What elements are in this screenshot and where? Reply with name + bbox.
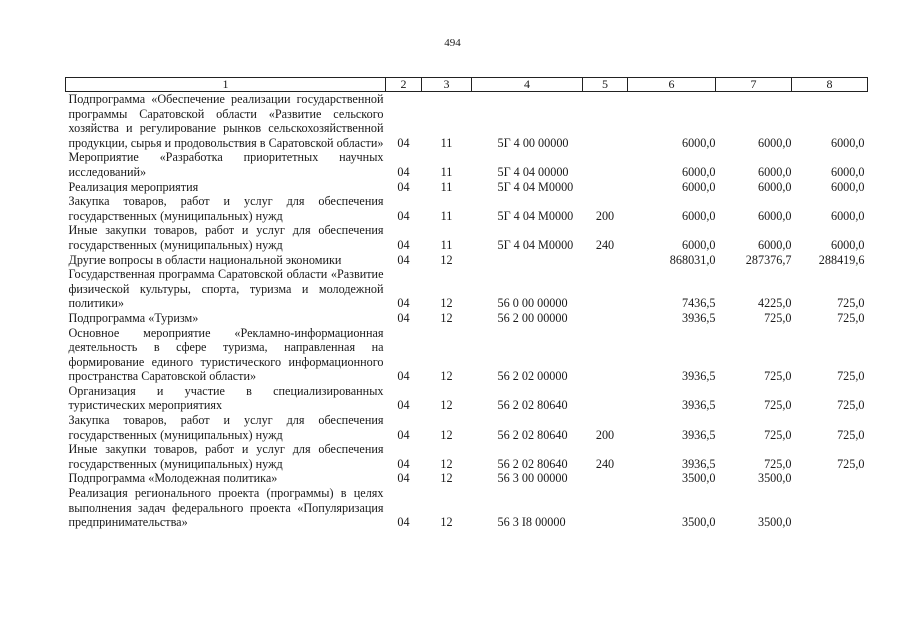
amount-col8: 6000,0 [830,164,865,179]
amount-col7: 6000,0 [757,208,792,223]
table-row [66,384,868,413]
row-name: Подпрограмма «Обеспечение реализации государственной программы Саратовской области «Развитие сельского хозяйства и регулирование рынков сельскохозяйственной продукции, сырья и продовольствия в Саратовской области» [68,92,384,150]
expense-type-code [583,92,628,151]
section-code: 04 [397,471,410,486]
amount-col8: 725,0 [837,398,865,413]
table-row [66,413,868,442]
row-name: Другие вопросы в области национальной экономики [68,252,342,267]
expense-type-code [583,267,628,311]
amount-col7: 725,0 [764,398,792,413]
amount-col6: 6000,0 [681,208,716,223]
section-code: 04 [397,515,410,530]
subsection-code: 11 [440,164,453,179]
table-body [66,92,868,530]
target-article-code: 5Г 4 04 00000 [497,164,569,179]
expense-type-code [583,311,628,326]
amount-col7: 725,0 [764,310,792,325]
section-code: 04 [397,296,410,311]
amount-col7: 725,0 [764,427,792,442]
row-name: Подпрограмма «Молодежная политика» [68,471,278,486]
amount-col6: 3936,5 [681,310,716,325]
table-row [66,486,868,530]
amount-col8 [792,486,868,530]
row-name: Основное мероприятие «Рекламно-информационная деятельность в сфере туризма, направленная на формирование единого туристического информационного пространства Саратовской области» [68,325,384,384]
expense-type-code [583,253,628,268]
amount-col6: 3936,5 [681,427,716,442]
section-code: 04 [397,427,410,442]
amount-col7: 287376,7 [745,252,792,267]
amount-col7: 725,0 [764,456,792,471]
header-row [66,78,868,92]
table-header [66,78,868,92]
subsection-code: 11 [440,237,453,252]
target-article-code [472,253,583,268]
section-code: 04 [397,398,410,413]
target-article-code: 5Г 4 04 М0000 [497,208,574,223]
target-article-code: 56 2 00 00000 [497,310,568,325]
row-name: Государственная программа Саратовской области «Развитие физической культуры, спорта, туризма и молодежной политики» [68,267,384,311]
section-code: 04 [397,164,410,179]
table-row [66,150,868,179]
table-row [66,180,868,195]
column-header-3: 3 [422,78,472,92]
amount-col6: 3500,0 [681,471,716,486]
subsection-code: 12 [440,515,453,530]
subsection-code: 12 [440,471,453,486]
column-header-1: 1 [66,78,386,92]
table-row [66,92,868,151]
table-row [66,194,868,223]
section-code: 04 [397,252,410,267]
target-article-code: 56 3 00 00000 [497,471,568,486]
amount-col7: 6000,0 [757,164,792,179]
amount-col7: 6000,0 [757,135,792,150]
target-article-code: 56 2 02 00000 [497,369,568,384]
target-article-code: 56 2 02 80640 [497,398,568,413]
target-article-code: 5Г 4 00 00000 [497,135,569,150]
amount-col6: 868031,0 [669,252,716,267]
amount-col7: 6000,0 [757,179,792,194]
expense-type-code: 240 [595,237,615,252]
subsection-code: 12 [440,310,453,325]
row-name: Реализация мероприятия [68,179,199,194]
subsection-code: 12 [440,427,453,442]
row-name: Организация и участие в специализированных туристических мероприятиях [68,383,384,413]
amount-col7: 725,0 [764,369,792,384]
row-name: Реализация регионального проекта (программы) в целях выполнения задач федерального проекта «Популяризация предпринимательства» [68,486,384,530]
row-name: Подпрограмма «Туризм» [68,310,199,325]
amount-col7: 6000,0 [757,237,792,252]
amount-col8: 725,0 [837,456,865,471]
section-code: 04 [397,237,410,252]
subsection-code: 11 [440,208,453,223]
amount-col8: 725,0 [837,296,865,311]
amount-col8: 6000,0 [830,237,865,252]
amount-col8 [792,471,868,486]
amount-col8: 725,0 [837,310,865,325]
row-name: Иные закупки товаров, работ и услуг для обеспечения государственных (муниципальных) нужд [68,223,384,252]
table-row [66,253,868,268]
subsection-code: 12 [440,252,453,267]
table-row [66,223,868,252]
amount-col8: 288419,6 [818,252,865,267]
target-article-code: 56 0 00 00000 [497,296,568,311]
amount-col7: 3500,0 [757,471,792,486]
target-article-code: 56 2 02 80640 [497,427,568,442]
amount-col6: 3936,5 [681,398,716,413]
amount-col8: 725,0 [837,427,865,442]
column-header-7: 7 [716,78,792,92]
page-number: 494 [444,37,461,49]
target-article-code: 5Г 4 04 М0000 [497,179,574,194]
subsection-code: 12 [440,369,453,384]
expense-type-code [583,150,628,179]
target-article-code: 56 2 02 80640 [497,456,568,471]
row-name: Закупка товаров, работ и услуг для обеспечения государственных (муниципальных) нужд [68,194,384,223]
amount-col6: 6000,0 [681,135,716,150]
amount-col7: 4225,0 [757,296,792,311]
table-row [66,471,868,486]
table-row [66,326,868,384]
column-header-2: 2 [386,78,422,92]
subsection-code: 11 [440,135,453,150]
expense-type-code [583,180,628,195]
column-header-5: 5 [583,78,628,92]
subsection-code: 12 [440,456,453,471]
section-code: 04 [397,208,410,223]
expense-type-code [583,326,628,384]
section-code: 04 [397,179,410,194]
row-name: Закупка товаров, работ и услуг для обеспечения государственных (муниципальных) нужд [68,413,384,442]
amount-col6: 3936,5 [681,456,716,471]
table-row [66,267,868,311]
subsection-code: 12 [440,398,453,413]
amount-col8: 6000,0 [830,208,865,223]
expense-type-code: 240 [595,456,615,471]
table-row [66,311,868,326]
subsection-code: 11 [440,179,453,194]
amount-col8: 725,0 [837,369,865,384]
section-code: 04 [397,135,410,150]
section-code: 04 [397,310,410,325]
amount-col7: 3500,0 [757,515,792,530]
section-code: 04 [397,369,410,384]
table-row [66,442,868,471]
amount-col8: 6000,0 [830,135,865,150]
expense-type-code: 200 [595,208,615,223]
expense-type-code: 200 [595,427,615,442]
amount-col6: 7436,5 [681,296,716,311]
row-name: Мероприятие «Разработка приоритетных научных исследований» [68,150,384,179]
target-article-code: 5Г 4 04 М0000 [497,237,574,252]
amount-col6: 6000,0 [681,164,716,179]
amount-col6: 3936,5 [681,369,716,384]
column-header-4: 4 [472,78,583,92]
expense-type-code [583,471,628,486]
column-header-8: 8 [792,78,868,92]
budget-table [65,77,868,530]
row-name: Иные закупки товаров, работ и услуг для обеспечения государственных (муниципальных) нужд [68,442,384,471]
amount-col6: 6000,0 [681,237,716,252]
subsection-code: 12 [440,296,453,311]
column-header-6: 6 [628,78,716,92]
amount-col8: 6000,0 [830,179,865,194]
section-code: 04 [397,456,410,471]
expense-type-code [583,384,628,413]
amount-col6: 3500,0 [681,515,716,530]
target-article-code: 56 3 I8 00000 [497,515,566,530]
expense-type-code [583,486,628,530]
amount-col6: 6000,0 [681,179,716,194]
